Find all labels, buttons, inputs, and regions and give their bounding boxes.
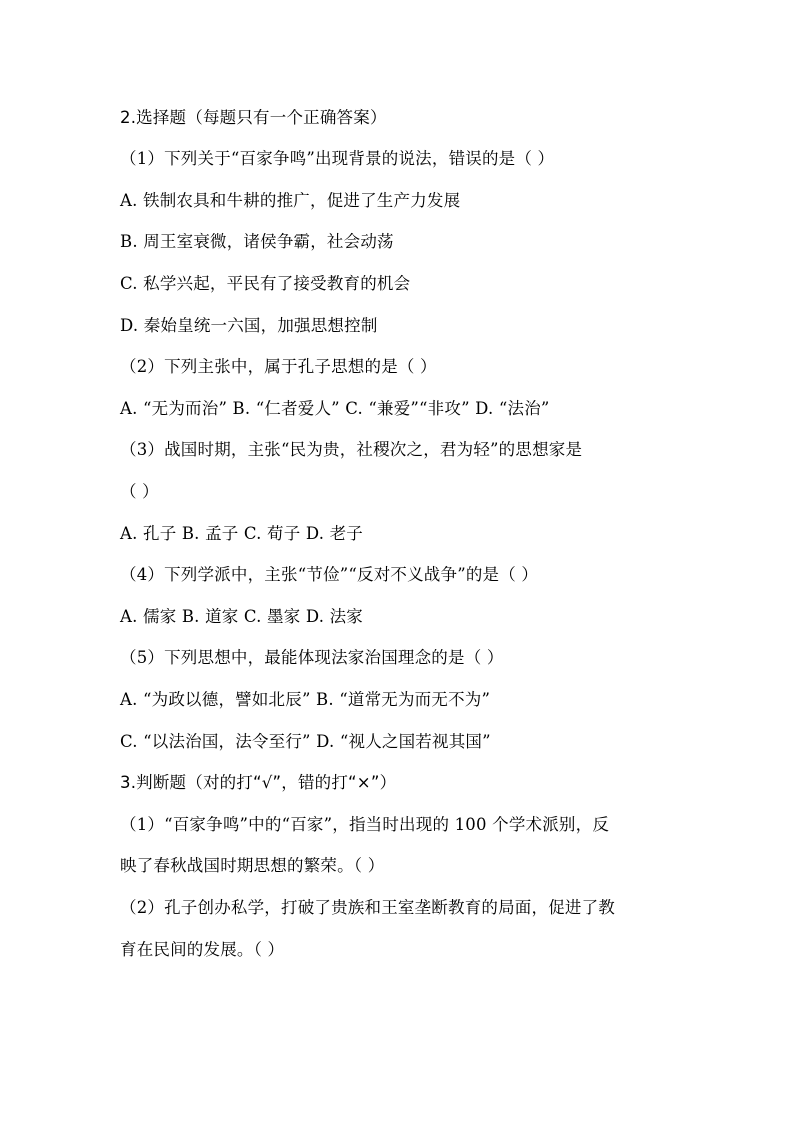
q1-stem: （1）下列关于“百家争鸣”出现背景的说法，错误的是（ ） xyxy=(120,149,555,168)
q1-option-b: B. 周王室衰微，诸侯争霸，社会动荡 xyxy=(120,232,394,251)
q3-options: A. 孔子 B. 孟子 C. 荀子 D. 老子 xyxy=(120,524,364,543)
section3-title: 3.判断题（对的打“√”，错的打“×”） xyxy=(120,773,397,792)
q5-options-line2: C. “以法治国，法令至行” D. “视人之国若视其国” xyxy=(120,732,491,751)
section2-title: 2.选择题（每题只有一个正确答案） xyxy=(120,108,387,127)
judge-q2-line1: （2）孔子创办私学，打破了贵族和王室垄断教育的局面，促进了教 xyxy=(120,898,615,917)
q1-option-c: C. 私学兴起，平民有了接受教育的机会 xyxy=(120,274,411,293)
judge-q2-line2: 育在民间的发展。（ ） xyxy=(120,940,285,959)
q3-stem-line2: （ ） xyxy=(120,482,159,501)
q5-stem: （5）下列思想中，最能体现法家治国理念的是（ ） xyxy=(120,648,504,667)
q4-options: A. 儒家 B. 道家 C. 墨家 D. 法家 xyxy=(120,607,364,626)
q1-option-d: D. 秦始皇统一六国，加强思想控制 xyxy=(120,316,378,335)
judge-q1-line1: （1）“百家争鸣”中的“百家”，指当时出现的 100 个学术派别，反 xyxy=(120,815,610,834)
q4-stem: （4）下列学派中，主张“节俭”“反对不义战争”的是（ ） xyxy=(120,565,539,584)
q5-options-line1: A. “为政以德，譬如北辰” B. “道常无为而无不为” xyxy=(120,690,491,709)
q3-stem-line1: （3）战国时期，主张“民为贵，社稷次之，君为轻”的思想家是 xyxy=(120,440,583,459)
q2-stem: （2）下列主张中，属于孔子思想的是（ ） xyxy=(120,357,437,376)
q1-option-a: A. 铁制农具和牛耕的推广，促进了生产力发展 xyxy=(120,191,461,210)
judge-q1-line2: 映了春秋战国时期思想的繁荣。（ ） xyxy=(120,856,385,875)
q2-options: A. “无为而治” B. “仁者爱人” C. “兼爱”“非攻” D. “法治” xyxy=(120,399,550,418)
